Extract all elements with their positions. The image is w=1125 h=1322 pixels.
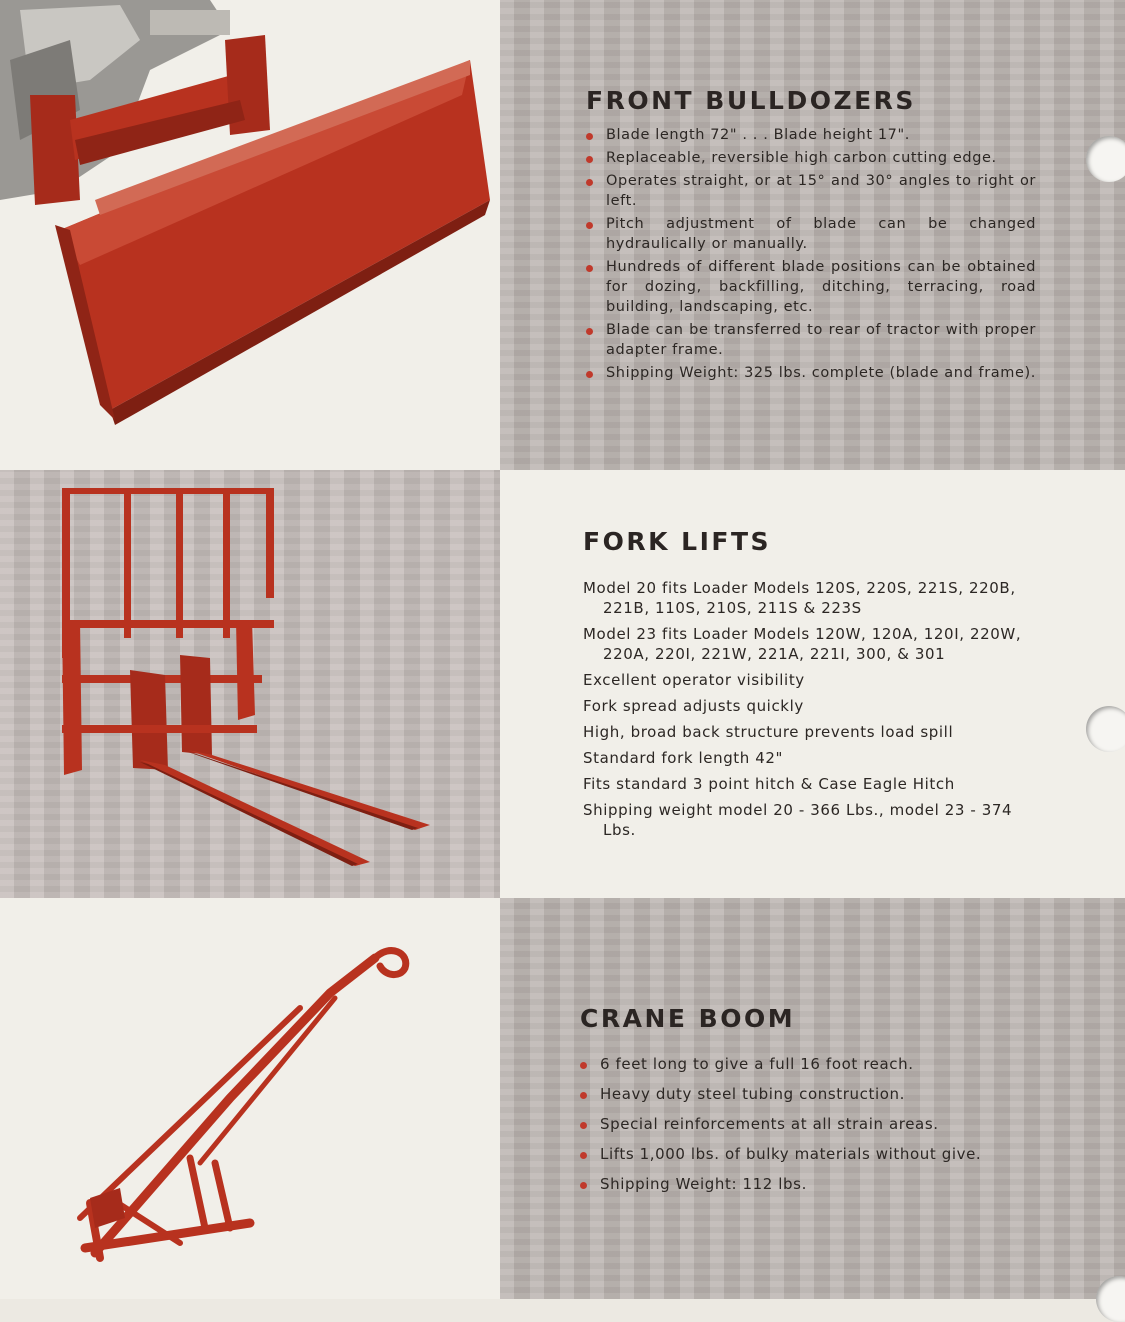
crane-text-panel (500, 898, 1125, 1299)
list-item: Blade length 72" . . . Blade height 17". (584, 125, 1036, 145)
crane-image-panel (0, 898, 500, 1299)
forklift-image-panel (0, 470, 500, 898)
bulldozer-bullet-list (584, 125, 1036, 383)
list-item: Hundreds of different blade positions can be obtained for dozing, backfilling, ditching, terracing, road building, landscaping, etc. (584, 257, 1036, 317)
list-item: Standard fork length 42" (583, 749, 784, 767)
binder-hole-middle (1086, 706, 1125, 752)
forklift-illustration (0, 470, 500, 898)
forklift-text-panel (500, 470, 1125, 898)
list-item: Special reinforcements at all strain areas. (578, 1114, 1028, 1134)
list-item: Operates straight, or at 15° and 30° angles to right or left. (584, 171, 1036, 211)
list-item: Pitch adjustment of blade can be changed hydraulically or manually. (584, 214, 1036, 254)
list-item: Replaceable, reversible high carbon cutting edge. (584, 148, 1036, 168)
list-item: Shipping Weight: 325 lbs. complete (blade and frame). (584, 363, 1036, 383)
section-title-crane-boom: CRANE BOOM (580, 1004, 796, 1033)
section-title-fork-lifts: FORK LIFTS (583, 527, 772, 556)
crane-bullet-list (578, 1054, 1028, 1194)
list-item: Shipping weight model 20 - 366 Lbs., model 23 - 374 Lbs. (583, 801, 1013, 839)
bulldozer-illustration (0, 0, 500, 470)
list-item: 6 feet long to give a full 16 foot reach. (578, 1054, 1028, 1074)
list-item: Heavy duty steel tubing construction. (578, 1084, 1028, 1104)
list-item: Blade can be transferred to rear of tractor with proper adapter frame. (584, 320, 1036, 360)
forklift-feature-list (583, 578, 1033, 846)
list-item: Lifts 1,000 lbs. of bulky materials without give. (578, 1144, 1028, 1164)
list-item: Fits standard 3 point hitch & Case Eagle Hitch (583, 775, 955, 793)
bulldozer-text-panel (500, 0, 1125, 470)
list-item: Fork spread adjusts quickly (583, 697, 804, 715)
bulldozer-image-panel (0, 0, 500, 470)
section-title-front-bulldozers: FRONT BULLDOZERS (586, 86, 916, 115)
list-item: Shipping Weight: 112 lbs. (578, 1174, 1028, 1194)
list-item: Model 20 fits Loader Models 120S, 220S, 221S, 220B, 221B, 110S, 210S, 211S & 223S (583, 579, 1016, 617)
list-item: High, broad back structure prevents load spill (583, 723, 954, 741)
binder-hole-top (1086, 136, 1125, 182)
crane-boom-illustration (0, 898, 500, 1299)
list-item: Excellent operator visibility (583, 671, 805, 689)
list-item: Model 23 fits Loader Models 120W, 120A, 120I, 220W, 220A, 220I, 221W, 221A, 221I, 300, & 301 (583, 625, 1022, 663)
